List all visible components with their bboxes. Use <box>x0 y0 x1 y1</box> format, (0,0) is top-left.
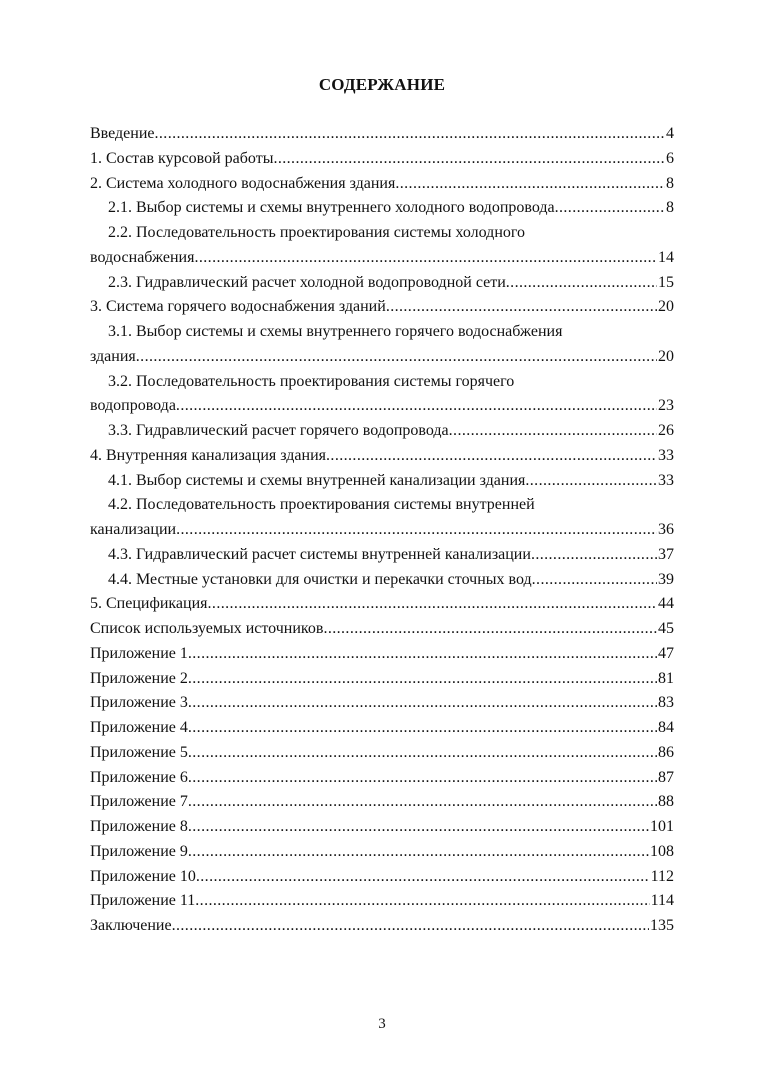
toc-entry-page: 101 <box>650 818 674 835</box>
page-title: СОДЕРЖАНИЕ <box>318 75 446 94</box>
toc-entry-page: 33 <box>658 471 674 489</box>
dot-leader <box>386 295 657 320</box>
toc-entry-title: Список используемых источников <box>90 620 324 637</box>
dot-leader <box>188 716 657 741</box>
toc-entry[interactable] <box>90 741 674 766</box>
toc-entry-page: 44 <box>658 595 674 613</box>
toc-entry-title: Приложение 2 <box>90 669 188 687</box>
toc-entry-title-continued: водопровода <box>90 397 176 415</box>
toc-entry-page: 4 <box>666 125 674 142</box>
toc-entry-title-continued: водоснабжения <box>90 248 195 266</box>
toc-entry-title: Приложение 7 <box>90 793 188 811</box>
toc-entry-title: 3.3. Гидравлический расчет горячего водопровода <box>108 422 449 439</box>
table-of-contents <box>90 122 674 939</box>
toc-entry-title: 4.4. Местные установки для очистки и перекачки сточных вод <box>108 570 532 588</box>
dot-leader <box>188 691 657 716</box>
toc-entry[interactable] <box>90 122 674 147</box>
toc-entry[interactable] <box>90 320 674 370</box>
toc-entry-title-continued: здания <box>90 347 136 365</box>
dot-leader <box>195 889 649 914</box>
toc-entry[interactable] <box>90 642 674 667</box>
toc-entry-page: 87 <box>658 768 674 786</box>
toc-entry-title: 2.3. Гидравлический расчет холодной водопроводной сети <box>108 273 506 291</box>
toc-entry[interactable] <box>90 815 674 840</box>
toc-entry-title: 3.1. Выбор системы и схемы внутреннего горячего водоснабжения <box>108 323 563 340</box>
toc-entry-page: 88 <box>658 793 674 811</box>
dot-leader <box>323 617 657 642</box>
dot-leader <box>188 667 657 692</box>
toc-entry-page: 33 <box>658 446 674 464</box>
toc-entry-page: 114 <box>650 892 674 910</box>
toc-entry-title: 2.1. Выбор системы и схемы внутреннего холодного водопровода <box>108 199 555 217</box>
toc-entry-title: Приложение 3 <box>90 694 188 712</box>
toc-entry[interactable] <box>90 568 674 593</box>
toc-entry-title: Приложение 4 <box>90 719 188 736</box>
dot-leader <box>208 592 657 617</box>
page-number: 3 <box>378 1016 386 1032</box>
toc-entry-title: 1. Состав курсовой работы <box>90 149 274 167</box>
toc-entry[interactable] <box>90 172 674 197</box>
dot-leader <box>449 419 657 444</box>
dot-leader <box>188 766 657 791</box>
toc-entry[interactable] <box>90 469 674 494</box>
toc-entry-title: 2.2. Последовательность проектирования системы холодного <box>108 224 526 241</box>
toc-entry-title: 3. Система горячего водоснабжения зданий <box>90 298 386 316</box>
dot-leader <box>136 345 657 370</box>
dot-leader <box>188 815 649 840</box>
dot-leader <box>155 122 666 147</box>
toc-entry-page: 86 <box>658 743 674 761</box>
toc-entry-page: 39 <box>658 570 674 588</box>
toc-entry[interactable] <box>90 914 674 939</box>
dot-leader <box>531 543 657 568</box>
toc-entry-page: 23 <box>658 397 674 415</box>
toc-entry-title: Приложение 6 <box>90 768 188 786</box>
toc-entry-page: 15 <box>658 273 674 291</box>
toc-entry[interactable] <box>90 196 674 221</box>
toc-entry[interactable] <box>90 370 674 420</box>
toc-entry-title: Приложение 1 <box>90 644 188 662</box>
toc-entry[interactable] <box>90 667 674 692</box>
toc-entry-page: 81 <box>658 669 674 687</box>
toc-entry[interactable] <box>90 840 674 865</box>
dot-leader <box>188 790 657 815</box>
toc-entry-title: Приложение 9 <box>90 842 188 860</box>
toc-entry[interactable] <box>90 419 674 444</box>
toc-entry-title: 4.1. Выбор системы и схемы внутренней канализации здания <box>108 471 526 489</box>
toc-entry-title-continued: канализации <box>90 521 177 538</box>
toc-entry-page: 108 <box>650 842 674 860</box>
toc-entry[interactable] <box>90 691 674 716</box>
dot-leader <box>176 394 657 419</box>
dot-leader <box>194 246 657 271</box>
dot-leader <box>273 147 665 172</box>
toc-entry-title: 5. Спецификация <box>90 595 208 613</box>
toc-entry-page: 84 <box>658 719 674 736</box>
toc-entry-title: Приложение 5 <box>90 743 188 761</box>
toc-entry[interactable] <box>90 865 674 890</box>
toc-entry-title: Введение <box>90 125 155 142</box>
toc-entry[interactable] <box>90 766 674 791</box>
dot-leader <box>506 271 657 296</box>
toc-entry-page: 37 <box>658 545 674 563</box>
toc-entry[interactable] <box>90 889 674 914</box>
toc-entry-page: 8 <box>666 174 674 192</box>
toc-entry-page: 26 <box>658 422 674 439</box>
dot-leader <box>532 568 657 593</box>
dot-leader <box>395 172 665 197</box>
toc-entry[interactable] <box>90 543 674 568</box>
toc-entry-page: 8 <box>666 199 674 217</box>
toc-entry-page: 135 <box>650 917 674 934</box>
toc-entry-title: 4.2. Последовательность проектирования системы внутренней <box>108 496 535 514</box>
dot-leader <box>172 914 649 939</box>
toc-entry[interactable] <box>90 147 674 172</box>
toc-entry[interactable] <box>90 493 674 543</box>
toc-entry-title: 4. Внутренняя канализация здания <box>90 446 327 464</box>
toc-entry[interactable] <box>90 271 674 296</box>
dot-leader <box>188 642 657 667</box>
toc-entry-page: 83 <box>658 694 674 712</box>
dot-leader <box>196 865 650 890</box>
toc-entry[interactable] <box>90 716 674 741</box>
toc-entry[interactable] <box>90 617 674 642</box>
toc-entry-page: 20 <box>658 347 674 365</box>
toc-entry-page: 45 <box>658 620 674 637</box>
toc-entry-page: 112 <box>650 867 674 885</box>
toc-entry-page: 6 <box>666 149 674 167</box>
toc-entry-title: 2. Система холодного водоснабжения здания <box>90 174 396 192</box>
toc-entry-title: Приложение 10 <box>90 867 196 885</box>
toc-entry-page: 20 <box>658 298 674 316</box>
dot-leader <box>176 518 657 543</box>
toc-entry[interactable] <box>90 295 674 320</box>
toc-entry-title: Приложение 11 <box>90 892 196 910</box>
toc-entry-title: 4.3. Гидравлический расчет системы внутренней канализации <box>108 545 531 563</box>
toc-entry-title: 3.2. Последовательность проектирования системы горячего <box>108 372 515 390</box>
toc-entry-title: Приложение 8 <box>90 818 188 835</box>
toc-entry[interactable] <box>90 790 674 815</box>
dot-leader <box>188 840 649 865</box>
toc-entry-page: 36 <box>658 521 674 538</box>
toc-entry-title: Заключение <box>90 917 172 934</box>
toc-entry-page: 47 <box>658 644 674 662</box>
toc-entry[interactable] <box>90 592 674 617</box>
dot-leader <box>525 469 657 494</box>
dot-leader <box>555 196 665 221</box>
toc-entry-page: 14 <box>658 248 674 266</box>
dot-leader <box>326 444 657 469</box>
toc-entry[interactable] <box>90 444 674 469</box>
dot-leader <box>188 741 657 766</box>
toc-entry[interactable] <box>90 221 674 271</box>
